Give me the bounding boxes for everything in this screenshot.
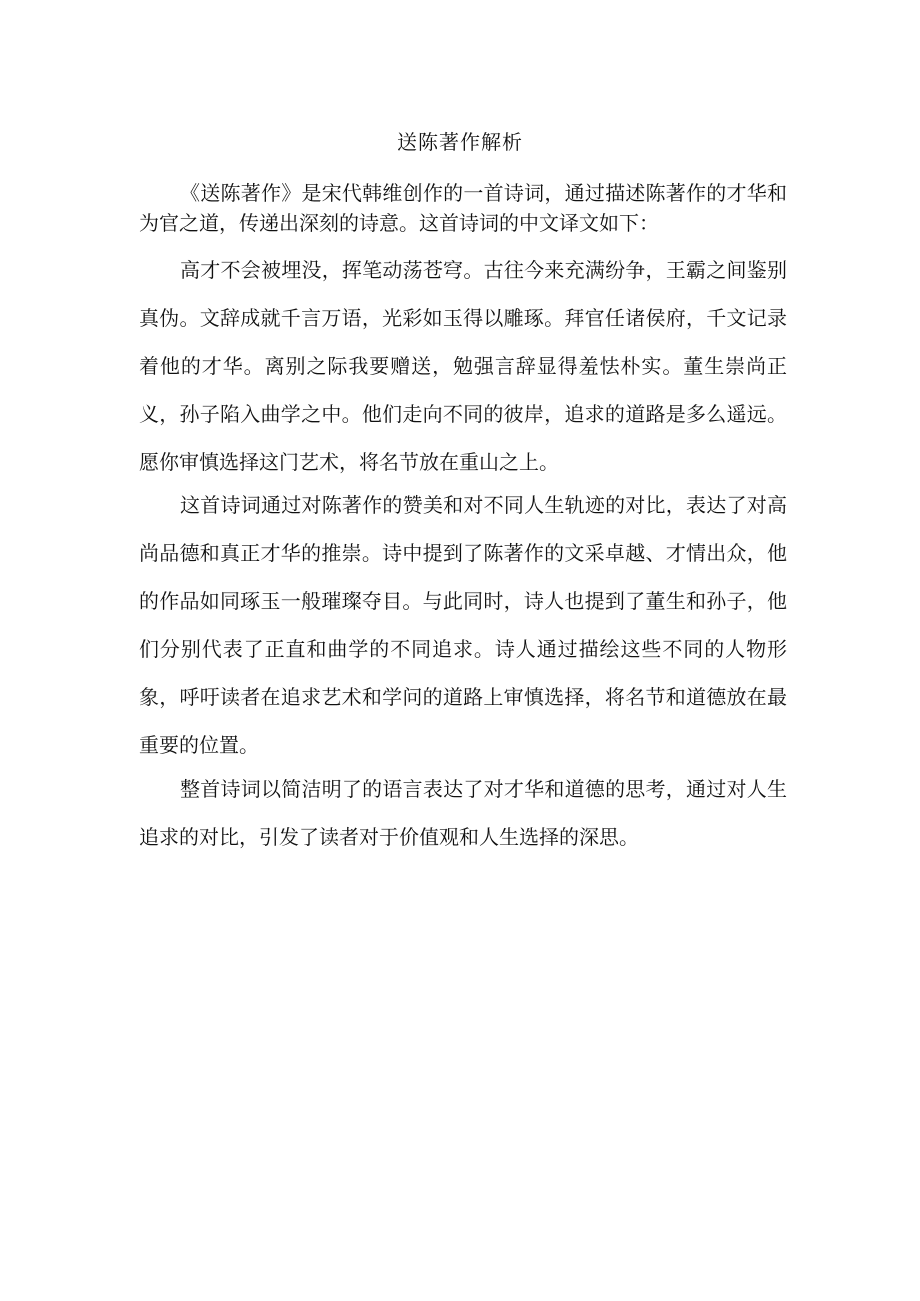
paragraph-intro: 《送陈著作》是宋代韩维创作的一首诗词，通过描述陈著作的才华和为官之道，传递出深刻的诗意。这首诗词的中文译文如下： (139, 181, 787, 235)
paragraph-conclusion: 整首诗词以简洁明了的语言表达了对才华和道德的思考，通过对人生追求的对比，引发了读者对于价值观和人生选择的深思。 (139, 777, 787, 849)
paragraph-analysis: 这首诗词通过对陈著作的赞美和对不同人生轨迹的对比，表达了对高尚品德和真正才华的推崇。诗中提到了陈著作的文采卓越、才情出众，他的作品如同琢玉一般璀璨夺目。与此同时，诗人也提到了董生和孙子，他们分别代表了正直和曲学的不同追求。诗人通过描绘这些不同的人物形象，呼吁读者在追求艺术和学问的道路上审慎选择，将名节和道德放在最重要的位置。 (139, 493, 787, 757)
document-title: 送陈著作解析 (397, 130, 523, 154)
paragraph-translation: 高才不会被埋没，挥笔动荡苍穹。古往今来充满纷争，王霸之间鉴别真伪。文辞成就千言万语，光彩如玉得以雕琢。拜官任诸侯府，千文记录着他的才华。离别之际我要赠送，勉强言辞显得羞怯朴实。董生崇尚正义，孙子陷入曲学之中。他们走向不同的彼岸，追求的道路是多么遥远。愿你审慎选择这门艺术，将名节放在重山之上。 (139, 258, 787, 474)
